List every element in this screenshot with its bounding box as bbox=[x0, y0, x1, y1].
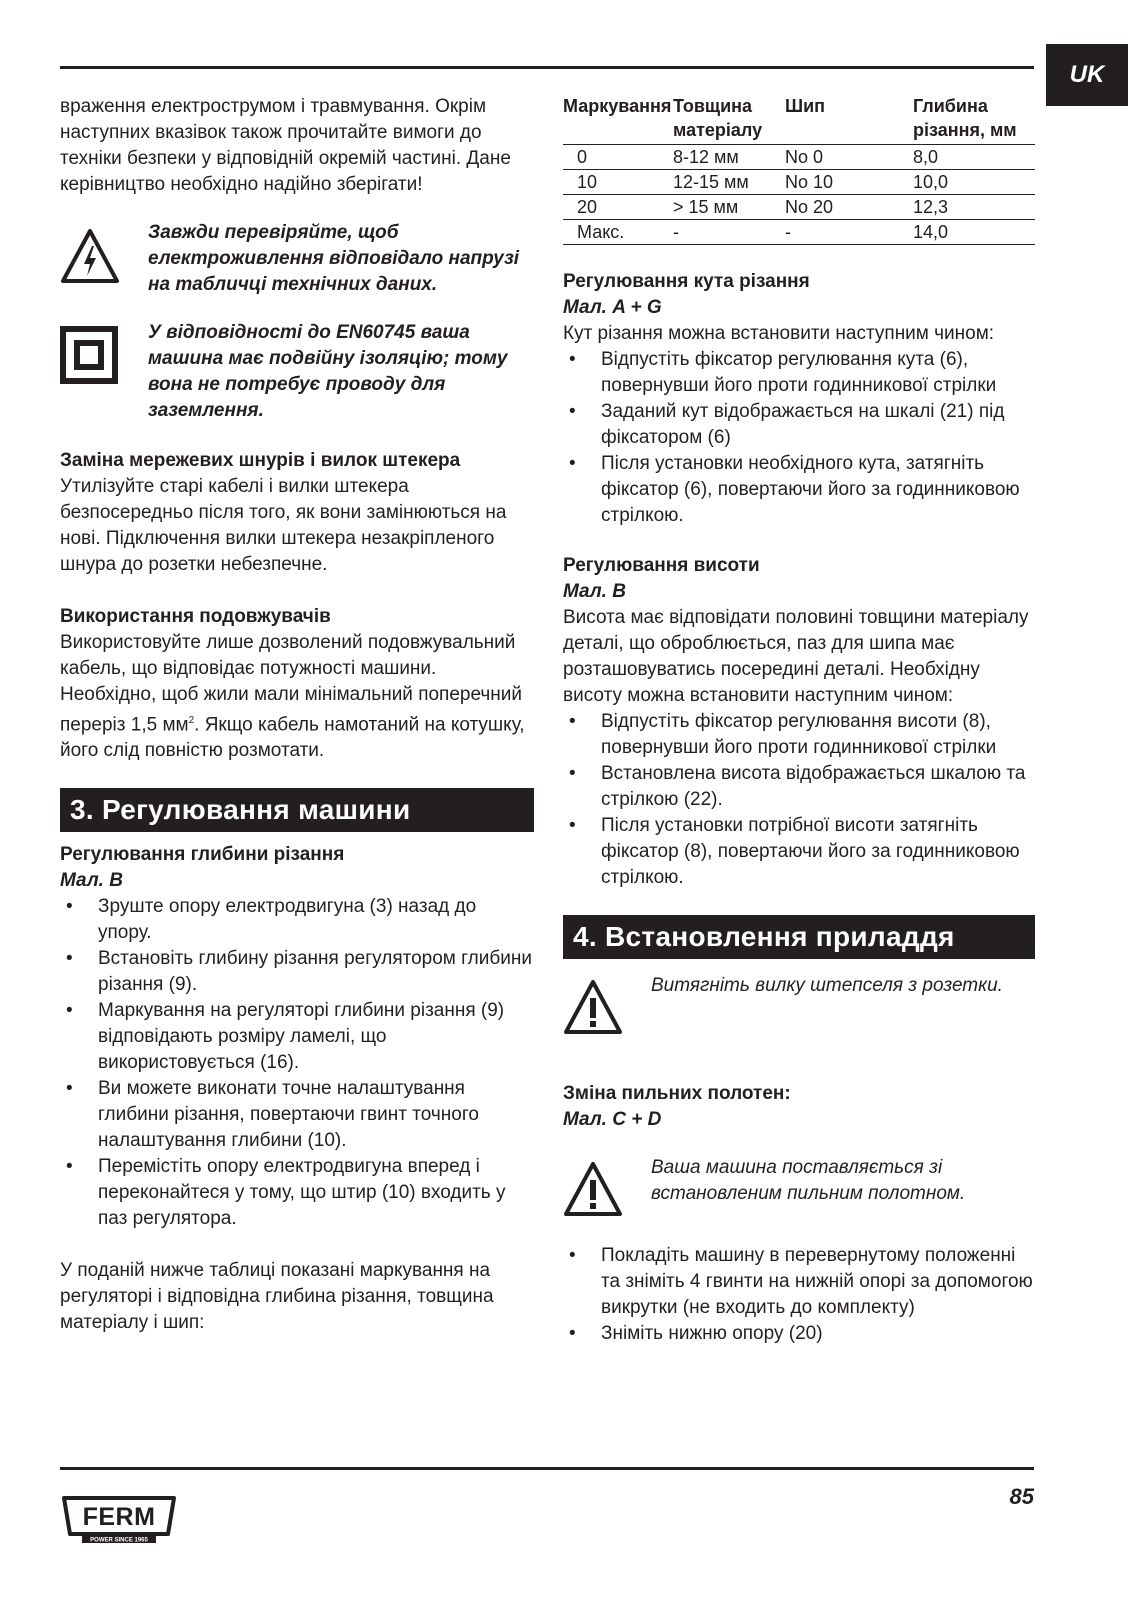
language-tab: UK bbox=[1046, 44, 1128, 106]
left-column bbox=[60, 94, 534, 1336]
table-cell: No 0 bbox=[785, 145, 913, 170]
table-header: Шип bbox=[785, 96, 826, 116]
list-item: • Покладіть машину в перевернутому положенні та зніміть 4 гвинти на нижній опорі за допомогою викрутки (не входить до комплекту) bbox=[563, 1243, 1035, 1321]
blades-figure-ref: Мал. C + D bbox=[563, 1109, 662, 1130]
table-cell: No 10 bbox=[785, 170, 913, 195]
table-cell: 0 bbox=[563, 145, 673, 170]
electric-hazard-icon bbox=[60, 228, 120, 284]
intro-paragraph: враження електрострумом і травмування. Окрім наступних вказівок також прочитайте вимоги до техніки безпеки у відповідній окремій частині. Дане керівництво необхідно надійно зберігати! bbox=[60, 96, 511, 195]
table-intro: У поданій нижче таблиці показані маркування на регуляторі і відповідна глибина різання, товщина матеріалу і шип: bbox=[60, 1260, 494, 1334]
voltage-warning bbox=[60, 220, 534, 298]
table-cell: - bbox=[785, 220, 913, 245]
list-item: • Перемістіть опору електродвигуна вперед і переконайтеся у тому, що штир (10) входить у паз регулятора. bbox=[60, 1154, 534, 1232]
extension-text-b: . Якщо кабель намотаний на котушку, його слід повністю розмотати. bbox=[60, 714, 525, 762]
blades-heading: Зміна пильних полотен: bbox=[563, 1083, 791, 1104]
table-cell: 10,0 bbox=[913, 170, 1035, 195]
logo-tagline: POWER SINCE 1965 bbox=[90, 1537, 148, 1544]
table-cell: No 20 bbox=[785, 195, 913, 220]
angle-figure-ref: Мал. A + G bbox=[563, 297, 662, 318]
list-item: • Заданий кут відображається на шкалі (21) під фіксатором (6) bbox=[563, 399, 1035, 451]
unplug-warning bbox=[563, 973, 1035, 1043]
angle-heading: Регулювання кута різання bbox=[563, 271, 810, 292]
section-4-heading: 4. Встановлення приладдя bbox=[563, 915, 1035, 959]
depth-figure-ref: Мал. B bbox=[60, 870, 123, 892]
angle-text: Кут різання можна встановити наступним чином: bbox=[563, 323, 995, 344]
table-header: Товщина матеріалу bbox=[673, 96, 763, 140]
double-insulation-icon bbox=[60, 326, 118, 384]
table-cell: 12-15 мм bbox=[673, 170, 785, 195]
table-row bbox=[563, 145, 1035, 170]
table-row bbox=[563, 220, 1035, 245]
unplug-warning-text: Витягніть вилку штепселя з розетки. bbox=[651, 975, 1003, 996]
table-cell: 14,0 bbox=[913, 220, 1035, 245]
table-header: Маркування bbox=[563, 96, 672, 116]
list-item: • Ви можете виконати точне налаштування глибини різання, повертаючи гвинт точного налаштування глибини (10). bbox=[60, 1076, 534, 1154]
table-row bbox=[563, 170, 1035, 195]
list-item: • Відпустіть фіксатор регулювання кута (6), повернувши його проти годинникової стрілки bbox=[563, 347, 1035, 399]
list-item: • Після установки необхідного кута, затягніть фіксатор (6), повертаючи його за годинниковою стрілкою. bbox=[563, 451, 1035, 529]
height-text: Висота має відповідати половині товщини матеріалу деталі, що оброблюється, паз для шипа має розташовуватись посередині деталі. Необхідну висоту можна встановити наступним чином: bbox=[563, 607, 1029, 706]
list-item: • Маркування на регуляторі глибини різання (9) відповідають розміру ламелі, що використовується (16). bbox=[60, 998, 534, 1076]
blades-steps bbox=[563, 1243, 1035, 1347]
table-cell: - bbox=[673, 220, 785, 245]
top-rule bbox=[60, 66, 1034, 69]
table-cell: Макс. bbox=[563, 220, 673, 245]
double-insulation-text: У відповідності до EN60745 ваша машина має подвійну ізоляцію; тому вона не потребує проводу для заземлення. bbox=[148, 322, 508, 421]
right-column bbox=[563, 94, 1035, 1347]
table-cell: 8-12 мм bbox=[673, 145, 785, 170]
warning-triangle-icon bbox=[563, 1161, 623, 1217]
extension-heading: Використання подовжувачів bbox=[60, 606, 331, 627]
logo-brand: FERM bbox=[82, 1503, 156, 1531]
double-insulation-notice bbox=[60, 320, 534, 424]
table-cell: 12,3 bbox=[913, 195, 1035, 220]
page-number: 85 bbox=[1009, 1484, 1034, 1509]
depth-heading: Регулювання глибини різання bbox=[60, 844, 345, 866]
list-item: • Зніміть нижню опору (20) bbox=[563, 1321, 1035, 1347]
extension-text-a: Використовуйте лише дозволений подовжувальний кабель, що відповідає потужності машини. Необхідно, щоб жили мали мінімальний поперечний переріз 1,5 мм bbox=[60, 632, 523, 736]
cords-text: Утилізуйте старі кабелі і вилки штекера безпосередньо після того, як вони замінюються на нові. Підключення вилки штекера незакріпленого шнура до розетки небезпечне. bbox=[60, 476, 507, 575]
height-figure-ref: Мал. B bbox=[563, 581, 626, 602]
depth-steps bbox=[60, 894, 534, 1232]
table-header: Глибина різання, мм bbox=[913, 96, 1017, 140]
list-item: • Після установки потрібної висоти затягніть фіксатор (8), повертаючи його за годинниковою стрілкою. bbox=[563, 813, 1035, 891]
height-heading: Регулювання висоти bbox=[563, 555, 760, 576]
table-cell: 10 bbox=[563, 170, 673, 195]
list-item: • Встановіть глибину різання регулятором глибини різання (9). bbox=[60, 946, 534, 998]
angle-steps bbox=[563, 347, 1035, 529]
warning-triangle-icon bbox=[563, 979, 623, 1035]
voltage-warning-text: Завжди перевіряйте, щоб електроживлення відповідало напрузі на табличці технічних даних. bbox=[148, 222, 520, 295]
list-item: • Встановлена висота відображається шкалою та стрілкою (22). bbox=[563, 761, 1035, 813]
marking-table bbox=[563, 94, 1035, 245]
section-3-heading: 3. Регулювання машини bbox=[60, 788, 534, 832]
list-item: • Відпустіть фіксатор регулювання висоти (8), повернувши його проти годинникової стрілки bbox=[563, 709, 1035, 761]
blade-notice-text: Ваша машина поставляється зі встановленим пильним полотном. bbox=[651, 1157, 966, 1204]
table-row bbox=[563, 195, 1035, 220]
table-cell: > 15 мм bbox=[673, 195, 785, 220]
table-cell: 20 bbox=[563, 195, 673, 220]
ferm-logo bbox=[60, 1494, 178, 1546]
table-header-row bbox=[563, 94, 1035, 145]
cords-heading: Заміна мережевих шнурів і вилок штекера bbox=[60, 450, 461, 471]
height-steps bbox=[563, 709, 1035, 891]
bottom-rule bbox=[60, 1467, 1034, 1470]
extension-text bbox=[60, 630, 534, 764]
blade-notice bbox=[563, 1155, 1035, 1225]
list-item: • Зруште опору електродвигуна (3) назад до упору. bbox=[60, 894, 534, 946]
table-cell: 8,0 bbox=[913, 145, 1035, 170]
superscript-2: 2 bbox=[188, 715, 195, 726]
